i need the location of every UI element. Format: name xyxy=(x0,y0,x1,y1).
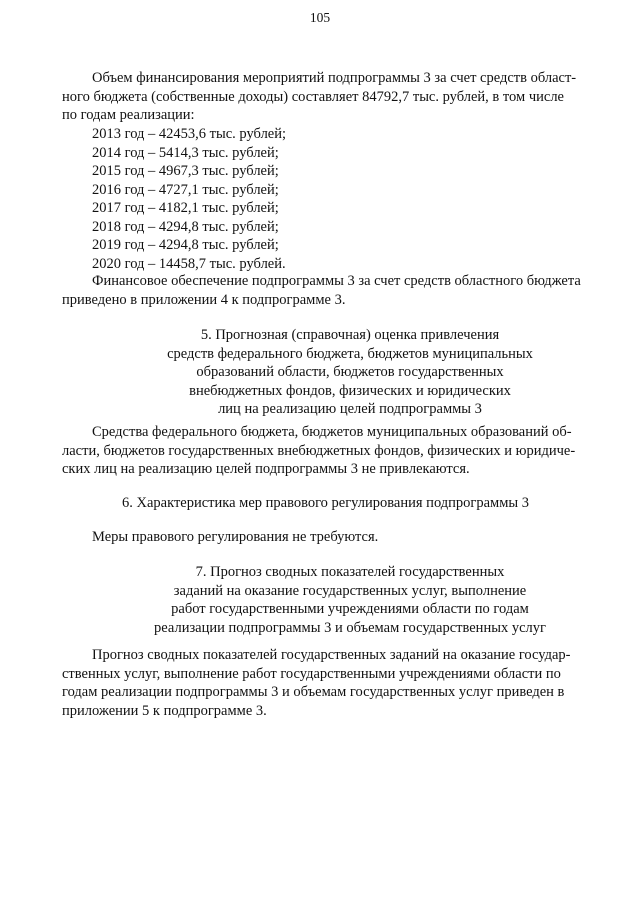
heading-line: реализации подпрограммы 3 и объемам государственных услуг xyxy=(154,619,546,636)
section-7-heading xyxy=(90,563,610,637)
year-item: 2017 год – 4182,1 тыс. рублей; xyxy=(92,200,279,216)
section-7-body xyxy=(62,646,586,720)
paragraph-line: ласти, бюджетов государственных внебюджетных фондов, физических и юридиче- xyxy=(62,442,576,459)
paragraph-line: ских лиц на реализацию целей подпрограммы 3 не привлекаются. xyxy=(62,461,470,477)
year-item: 2015 год – 4967,3 тыс. рублей; xyxy=(92,163,279,179)
heading-line: внебюджетных фондов, физических и юридических xyxy=(189,382,511,399)
paragraph-line: по годам реализации: xyxy=(62,107,195,123)
heading-line: образований области, бюджетов государственных xyxy=(196,364,504,380)
section-5-body xyxy=(62,423,586,479)
heading-line: средств федерального бюджета, бюджетов муниципальных xyxy=(167,345,533,362)
financial-support-paragraph xyxy=(62,272,586,309)
paragraph-line: Средства федерального бюджета, бюджетов муниципальных образований об- xyxy=(92,424,572,440)
paragraph-line: приведено в приложении 4 к подпрограмме 3. xyxy=(62,291,346,308)
section-5-heading xyxy=(100,326,600,419)
year-item: 2014 год – 5414,3 тыс. рублей; xyxy=(92,144,279,161)
year-item: 2013 год – 42453,6 тыс. рублей; xyxy=(92,126,287,142)
heading-line: 7. Прогноз сводных показателей государственных xyxy=(195,564,505,580)
page-number: 105 xyxy=(309,10,331,25)
funding-by-year-list xyxy=(62,125,586,273)
heading-line: заданий на оказание государственных услуг, выполнение xyxy=(173,582,527,599)
heading-line: работ государственными учреждениями области по годам xyxy=(171,601,529,617)
paragraph-line: Объем финансирования мероприятий подпрограммы 3 за счет средств област- xyxy=(92,70,577,86)
paragraph-line: годам реализации подпрограммы 3 и объемам государственных услуг приведен в xyxy=(62,684,565,700)
section-6-heading xyxy=(92,494,612,513)
paragraph-line: Финансовое обеспечение подпрограммы 3 за счет средств областного бюджета xyxy=(92,273,581,289)
year-item: 2018 год – 4294,8 тыс. рублей; xyxy=(92,218,279,235)
heading-line: лиц на реализацию целей подпрограммы 3 xyxy=(218,401,482,417)
paragraph-line: ного бюджета (собственные доходы) составляет 84792,7 тыс. рублей, в том числе xyxy=(62,88,564,105)
paragraph-line: приложении 5 к подпрограмме 3. xyxy=(62,702,267,719)
paragraph-line: Прогноз сводных показателей государственных заданий на оказание государ- xyxy=(92,647,571,663)
paragraph-line: ственных услуг, выполнение работ государственными учреждениями области по xyxy=(62,665,561,682)
paragraph-line: Меры правового регулирования не требуются. xyxy=(92,529,379,545)
year-item: 2016 год – 4727,1 тыс. рублей; xyxy=(92,181,279,198)
funding-paragraph xyxy=(62,69,586,125)
heading-line: 6. Характеристика мер правового регулирования подпрограммы 3 xyxy=(122,495,530,511)
heading-line: 5. Прогнозная (справочная) оценка привлечения xyxy=(200,327,500,343)
year-item: 2019 год – 4294,8 тыс. рублей; xyxy=(92,237,279,253)
section-6-body xyxy=(62,528,586,547)
year-item: 2020 год – 14458,7 тыс. рублей. xyxy=(92,255,286,272)
